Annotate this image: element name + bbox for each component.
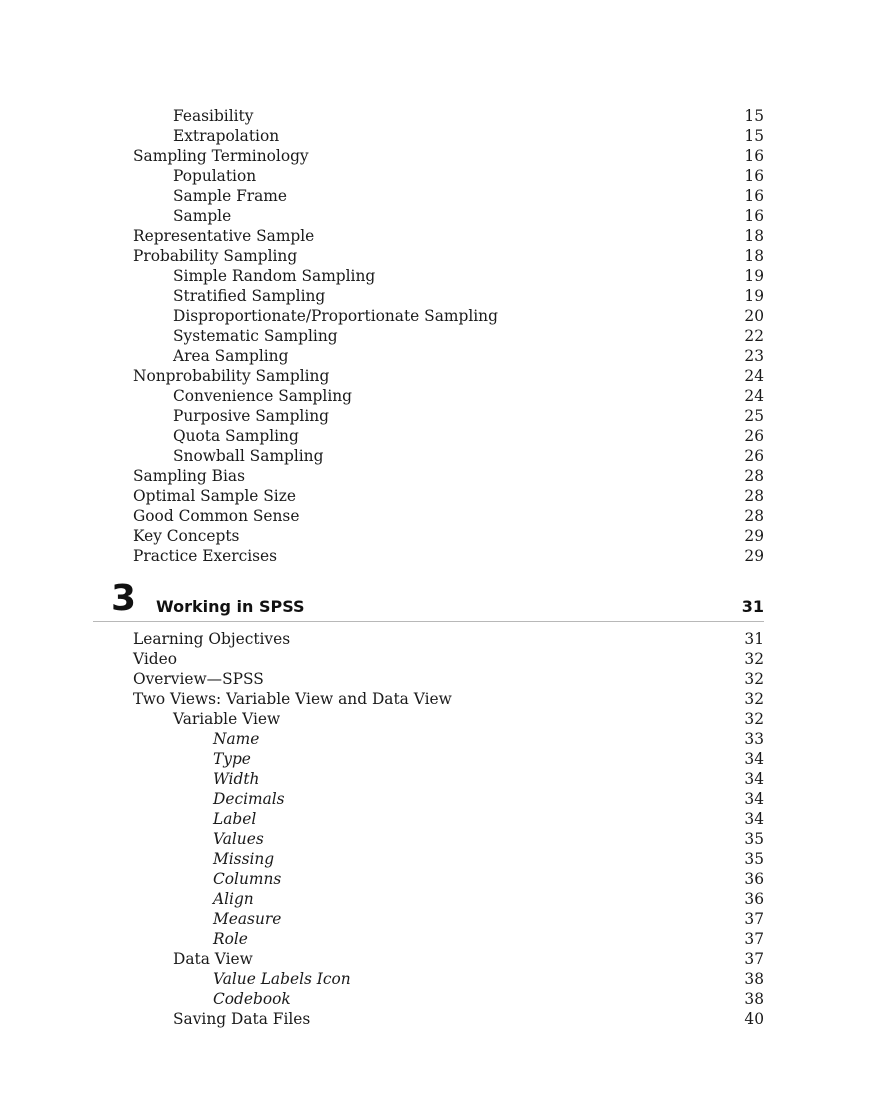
toc-entry-title: Values — [213, 830, 264, 848]
toc-entry-page: 37 — [744, 930, 764, 948]
toc-section-after — [133, 629, 764, 1029]
toc-entry-page: 16 — [744, 167, 764, 185]
toc-entry — [133, 286, 764, 306]
toc-entry-title: Sampling Bias — [133, 467, 245, 485]
toc-entry-page: 34 — [744, 750, 764, 768]
toc-entry-page: 28 — [744, 507, 764, 525]
toc-entry — [133, 1009, 764, 1029]
toc-entry — [133, 929, 764, 949]
toc-entry-title: Simple Random Sampling — [173, 267, 376, 285]
toc-entry-page: 26 — [744, 427, 764, 445]
toc-entry — [133, 506, 764, 526]
toc-entry-page: 19 — [744, 287, 764, 305]
toc-entry — [133, 949, 764, 969]
toc-entry-title: Feasibility — [173, 107, 254, 125]
toc-entry-title: Stratified Sampling — [173, 287, 326, 305]
toc-entry-page: 24 — [744, 367, 764, 385]
toc-entry-page: 28 — [744, 487, 764, 505]
chapter-number: 3 — [111, 578, 137, 619]
toc-entry-page: 38 — [744, 970, 764, 988]
toc-entry-title: Representative Sample — [133, 227, 315, 245]
toc-entry-title: Variable View — [173, 710, 281, 728]
toc-entry — [133, 649, 764, 669]
toc-entry-title: Data View — [173, 950, 253, 968]
toc-entry-page: 28 — [744, 467, 764, 485]
toc-entry — [133, 749, 764, 769]
toc-entry-page: 23 — [744, 347, 764, 365]
toc-entry-title: Align — [213, 890, 254, 908]
toc-entry-page: 32 — [744, 710, 764, 728]
toc-entry-page: 34 — [744, 770, 764, 788]
toc-entry-title: Area Sampling — [173, 347, 289, 365]
toc-entry-page: 16 — [744, 187, 764, 205]
toc-entry-page: 32 — [744, 690, 764, 708]
toc-entry-page: 15 — [744, 127, 764, 145]
toc-entry — [133, 386, 764, 406]
toc-entry-page: 16 — [744, 147, 764, 165]
toc-entry-page: 22 — [744, 327, 764, 345]
toc-entry-page: 35 — [744, 850, 764, 868]
toc-entry — [133, 669, 764, 689]
toc-entry-page: 37 — [744, 950, 764, 968]
toc-entry-page: 40 — [744, 1010, 764, 1028]
toc-entry-title: Key Concepts — [133, 527, 240, 545]
toc-entry-title: Sample Frame — [173, 187, 288, 205]
toc-entry-page: 34 — [744, 790, 764, 808]
toc-entry-page: 15 — [744, 107, 764, 125]
toc-entry-title: Overview—SPSS — [133, 670, 264, 688]
toc-entry-page: 35 — [744, 830, 764, 848]
toc-entry-page: 25 — [744, 407, 764, 425]
toc-entry-title: Width — [213, 770, 260, 788]
toc-entry-page: 32 — [744, 650, 764, 668]
toc-entry-page: 18 — [744, 227, 764, 245]
toc-entry-title: Probability Sampling — [133, 247, 298, 265]
toc-entry — [133, 526, 764, 546]
toc-entry — [133, 126, 764, 146]
toc-entry-title: Systematic Sampling — [173, 327, 338, 345]
toc-entry-title: Video — [133, 650, 177, 668]
toc-entry-page: 36 — [744, 870, 764, 888]
toc-entry — [133, 246, 764, 266]
toc-entry — [133, 629, 764, 649]
toc-entry — [133, 486, 764, 506]
toc-entry — [133, 346, 764, 366]
toc-entry-title: Label — [213, 810, 257, 828]
chapter-title: Working in SPSS — [156, 597, 305, 616]
toc-entry — [133, 326, 764, 346]
toc-entry — [133, 729, 764, 749]
toc-entry-page: 37 — [744, 910, 764, 928]
toc-entry — [133, 849, 764, 869]
toc-entry-title: Sample — [173, 207, 232, 225]
toc-entry — [133, 909, 764, 929]
toc-entry-title: Learning Objectives — [133, 630, 291, 648]
toc-entry-title: Two Views: Variable View and Data View — [133, 690, 452, 708]
toc-entry — [133, 466, 764, 486]
toc-entry-title: Saving Data Files — [173, 1010, 311, 1028]
toc-entry-title: Purposive Sampling — [173, 407, 330, 425]
toc-entry — [133, 789, 764, 809]
toc-entry — [133, 969, 764, 989]
toc-entry-title: Role — [213, 930, 248, 948]
toc-entry — [133, 689, 764, 709]
toc-entry — [133, 146, 764, 166]
toc-entry — [133, 426, 764, 446]
toc-entry-title: Codebook — [213, 990, 291, 1008]
toc-entry — [133, 306, 764, 326]
toc-entry-page: 38 — [744, 990, 764, 1008]
toc-entry-page: 20 — [744, 307, 764, 325]
chapter-heading — [93, 577, 764, 622]
toc-entry-page: 32 — [744, 670, 764, 688]
toc-entry — [133, 446, 764, 466]
toc-section-before — [133, 106, 764, 566]
toc-entry-title: Type — [213, 750, 251, 768]
toc-entry-title: Value Labels Icon — [213, 970, 351, 988]
toc-entry-title: Population — [173, 167, 257, 185]
toc-entry-title: Sampling Terminology — [133, 147, 309, 165]
toc-entry — [133, 406, 764, 426]
toc-entry-page: 33 — [744, 730, 764, 748]
toc-entry-page: 26 — [744, 447, 764, 465]
toc-entry — [133, 989, 764, 1009]
toc-entry-title: Extrapolation — [173, 127, 280, 145]
toc-entry-title: Missing — [213, 850, 275, 868]
toc-entry — [133, 889, 764, 909]
toc-entry — [133, 809, 764, 829]
toc-entry-page: 24 — [744, 387, 764, 405]
toc-entry — [133, 106, 764, 126]
chapter-page-number: 31 — [741, 597, 764, 616]
toc-entry-title: Nonprobability Sampling — [133, 367, 330, 385]
toc-entry — [133, 366, 764, 386]
toc-entry-page: 29 — [744, 547, 764, 565]
toc-entry — [133, 709, 764, 729]
toc-entry — [133, 829, 764, 849]
toc-entry-title: Good Common Sense — [133, 507, 300, 525]
toc-entry-title: Decimals — [213, 790, 285, 808]
toc-entry-page: 29 — [744, 527, 764, 545]
toc-entry — [133, 206, 764, 226]
toc-entry-page: 18 — [744, 247, 764, 265]
toc-entry — [133, 869, 764, 889]
toc-entry — [133, 186, 764, 206]
toc-entry-page: 36 — [744, 890, 764, 908]
toc-entry-page: 31 — [744, 630, 764, 648]
toc-entry-title: Optimal Sample Size — [133, 487, 296, 505]
toc-entry-title: Columns — [213, 870, 282, 888]
toc-entry-page: 16 — [744, 207, 764, 225]
toc-entry-page: 34 — [744, 810, 764, 828]
toc-entry-title: Convenience Sampling — [173, 387, 353, 405]
toc-entry-title: Disproportionate/Proportionate Sampling — [173, 307, 498, 325]
toc-entry-title: Snowball Sampling — [173, 447, 324, 465]
toc-entry-title: Name — [213, 730, 260, 748]
toc-entry-title: Measure — [213, 910, 282, 928]
toc-entry — [133, 546, 764, 566]
toc-entry-title: Practice Exercises — [133, 547, 278, 565]
toc-entry-title: Quota Sampling — [173, 427, 299, 445]
toc-entry-page: 19 — [744, 267, 764, 285]
toc-entry — [133, 166, 764, 186]
toc-entry — [133, 769, 764, 789]
toc-entry — [133, 226, 764, 246]
toc-entry — [133, 266, 764, 286]
